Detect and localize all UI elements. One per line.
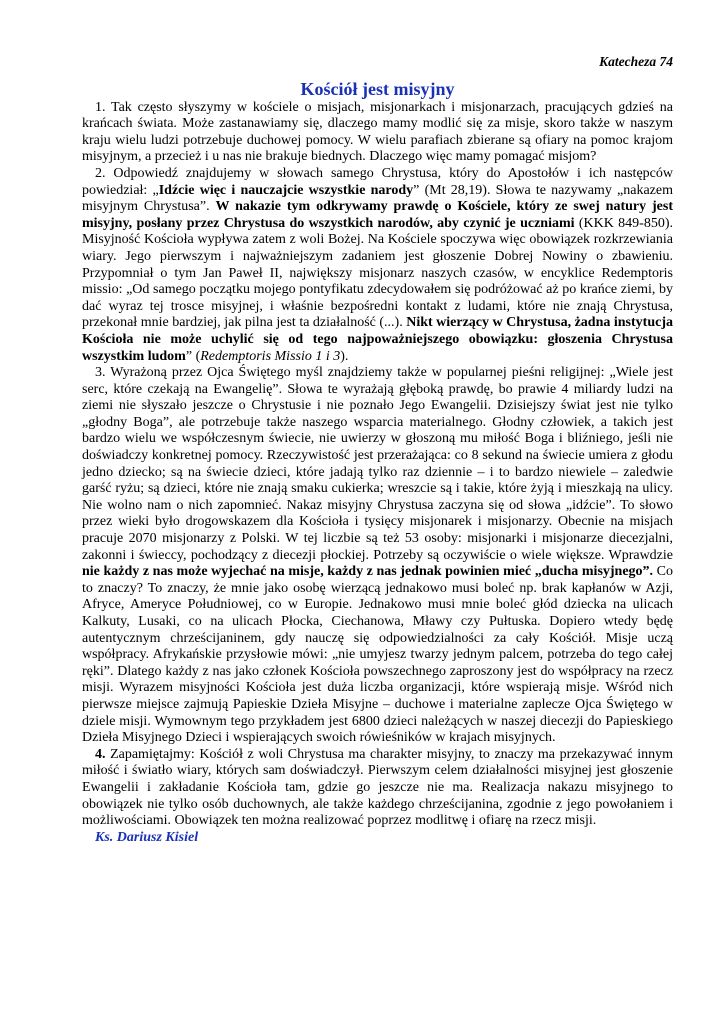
text-run: 1. Tak często słyszymy w kościele o misjach, misjonarkach i misjonarzach, pracujących gdzieś na krańcach świata. Może zastanawiamy się, dlaczego mamy modlić się za misje, skoro także w naszym kraju wielu ludzi potrzebuje duchowej pomocy. W wielu parafiach zbierane są ofiary na pomoc krajom misyjnym, a przecież i u nas nie brakuje biednych. Dlaczego więc mamy pomagać misjom?: [82, 99, 673, 165]
text-run: ” (: [185, 348, 201, 364]
document-page: [82, 54, 673, 846]
text-run: (KKK 849-850). Misyjność Kościoła wypływa zatem z woli Bożej. Na Kościele spoczywa więc obowiązek rozkrzewiania wiary. Jego pierwszym i najważniejszym zadaniem jest głoszenie Dobrej Nowiny o zbawieniu. Przypomniał o tym Jan Paweł II, największy misjonarz naszych czasów, w encyklice Redemptoris missio: „Od samego początku mojego pontyfikatu zdecydowałem się podróżować aż po krańce ziemi, by dać wyraz tej trosce misyjnej, i właśnie bezpośredni kontakt z ludami, które nie znają Chrystusa, przekonał mnie bardziej, jak pilna jest ta działalność (...).: [82, 215, 673, 331]
bold-text: nie każdy z nas może wyjechać na misje, każdy z nas jednak powinien mieć „ducha misyjnego”.: [82, 564, 654, 580]
bold-text: Nikt wierzący w Chrystusa, żadna instytucja Kościoła nie może uchylić się od tego najpoważniejszego obowiązku: głoszenia Chrystusa wszystkim ludom: [82, 315, 673, 364]
text-run: 2. Odpowiedź znajdujemy w słowach samego Chrystusa, który do Apostołów i ich następców powiedział: „: [82, 165, 673, 198]
paragraph: [82, 100, 673, 166]
bold-text: 4.: [95, 746, 106, 762]
text-run: ” (Mt 28,19). Słowa te nazywamy „nakazem misyjnym Chrystusa”.: [82, 182, 673, 215]
body-text: [82, 100, 673, 830]
text-run: Co to znaczy? To znaczy, że mnie jako osobę wierzącą jednakowo musi boleć np. brak kapłanów w Azji, Afryce, Ameryce Południowej, co w Europie. Jednakowo musi mnie boleć głód dziecka na ulicach Kalkuty, Lusaki, co na ulicach Płocka, Ciechanowa, Mławy czy Pułtuska. Dopiero wtedy będę autentycznym chrześcijaninem, gdy nauczę się odpowiedzialności za cały Kościół. Misje uczą współpracy. Afrykańskie przysłowie mówi: „nie umyjesz twarzy jednym palcem, potrzeba do tego całej ręki”. Dlatego każdy z nas jako członek Kościoła powszechnego zaproszony jest do współpracy na rzecz misji. Wyrazem misyjności Kościoła jest duża liczba organizacji, które wspierają misje. Wśród nich pierwsze miejsce zajmują Papieskie Dzieła Misyjne – duchowe i materialne zaplecze Ojca Świętego w dziele misji. Wymownym tego przykładem jest 6800 dzieci należących w naszej diecezji do Papieskiego Dzieła Misyjnego Dzieci i wspierających swoich rówieśników w krajach misyjnych.: [82, 564, 673, 746]
bold-text: Idźcie więc i nauczajcie wszystkie narody: [158, 182, 414, 198]
author-signature: Ks. Dariusz Kisiel: [95, 829, 199, 845]
catechesis-number: Katecheza 74: [599, 54, 673, 69]
text-run: ).: [340, 348, 349, 364]
text-run: 3. Wyrażoną przez Ojca Świętego myśl znajdziemy także w popularnej pieśni religijnej: „Wiele jest serc, które czekają na Ewangelię”. Słowa te wyrażają głęboką prawdę, bo prawie 4 miliardy ludzi na ziemi nie słyszało jeszcze o Chrystusie i nie poznało Jego Ewangelii. Dzisiejszy świat jest nie tylko „głodny Boga”, ale potrzebuje także naszego wsparcia materialnego. Głodny człowiek, a takich jest bardzo wielu we współczesnym świecie, nie uwierzy w głoszoną mu miłość Boga i bliźniego, jeśli nie doświadczy konkretnej pomocy. Rzeczywistość jest przerażająca: co 8 sekund na świecie umiera z głodu jedno dziecko; są na świecie dzieci, które jadają tylko raz dziennie – i to bardzo niewiele – zaledwie garść ryżu; są dzieci, które nie znają smaku cukierka; wreszcie są i takie, które żyją i mieszkają na ulicy. Nie wolno nam o nich zapomnieć. Nakaz misyjny Chrystusa zaczyna się od słowa „idźcie”. To słowo przez wieki było drogowskazem dla Kościoła i tysięcy misjonarek i misjonarzy. Obecnie na misjach pracuje 2070 misjonarzy z Polski. W tej liczbie są też 53 osoby: misjonarki i misjonarze diecezjalni, zakonni i świeccy, pochodzący z diecezji płockiej. Potrzeby są oczywiście o wiele większe. Wprawdzie: [82, 365, 673, 563]
bold-text: W nakazie tym odkrywamy prawdę o Kościele, który ze swej natury jest misyjny, posłany przez Chrystusa do wszystkich narodów, aby czynić je uczniami: [82, 199, 673, 231]
paragraph: [82, 365, 673, 747]
page-title: Kościół jest misyjny: [300, 78, 455, 99]
text-run: Zapamiętajmy: Kościół z woli Chrystusa ma charakter misyjny, to znaczy ma przekazywać innym miłość i światło wiary, których sam doświadczył. Pierwszym celem działalności misyjnej jest głoszenie Ewangelii i zakładanie Kościoła tam, gdzie go jeszcze nie ma. Realizacja nakazu misyjnego to obowiązek nie tylko osób duchownych, ale także każdego chrześcijanina, zgodnie z jego powołaniem i możliwościami. Obowiązek ten można realizować poprzez modlitwę i ofiarę na rzecz misji.: [82, 746, 673, 829]
italic-text: Redemptoris Missio 1 i 3: [200, 348, 341, 364]
paragraph: [82, 747, 673, 830]
paragraph: [82, 166, 673, 365]
